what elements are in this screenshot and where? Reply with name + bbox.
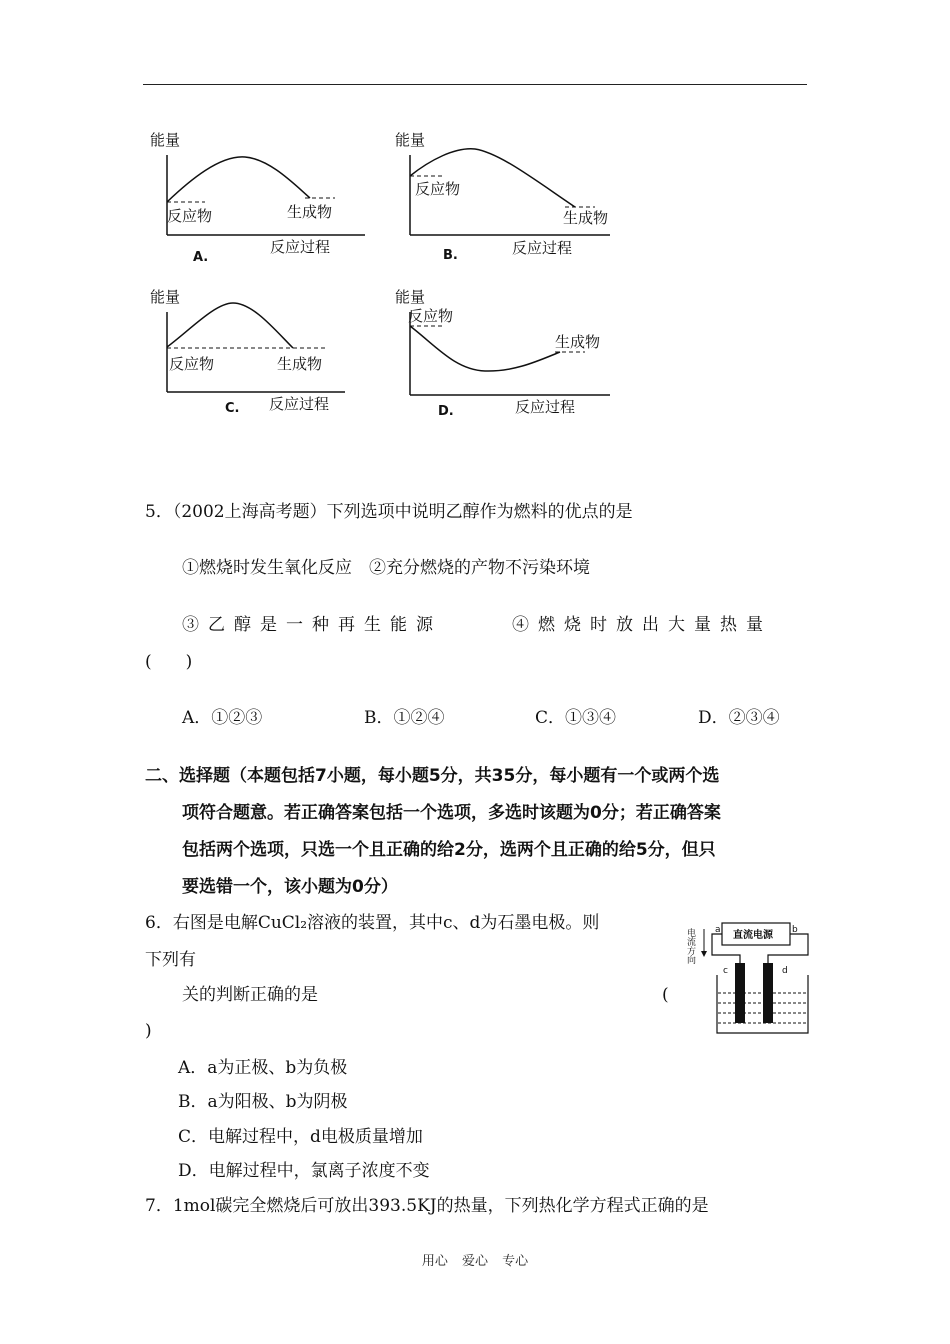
header-rule <box>143 84 807 85</box>
option-letter: D. <box>438 404 454 419</box>
graphite-electrode-c <box>735 963 745 1023</box>
x-axis-label: 反应过程 <box>270 238 331 256</box>
q6-option-a: A．a为正极、b为负极 <box>178 1058 348 1078</box>
product-label: 生成物 <box>277 355 323 373</box>
section-line: 包括两个选项，只选一个且正确的给2分，选两个且正确的给5分，但只 <box>182 840 716 860</box>
q6-option-b: B．a为阳极、b为阴极 <box>178 1092 348 1112</box>
q7-stem: 7．1mol碳完全燃烧后可放出393.5KJ的热量，下列热化学方程式正确的是 <box>145 1196 709 1216</box>
q6-line1: 6．右图是电解CuCl₂溶液的装置，其中c、d为石墨电极。则 <box>145 913 600 933</box>
x-axis-label: 反应过程 <box>515 398 576 416</box>
y-axis-label: 能量 <box>150 131 181 149</box>
section-line: 项符合题意。若正确答案包括一个选项，多选时该题为0分；若正确答案 <box>182 803 721 823</box>
energy-curve <box>410 326 560 371</box>
q6-line2: 下列有 <box>145 950 196 970</box>
terminal-b-label: b <box>792 925 798 935</box>
q5-line2b: ④燃烧时放出大量热量 <box>512 615 772 635</box>
beaker <box>717 975 808 1033</box>
reactant-label: 反应物 <box>408 307 454 325</box>
energy-curve <box>410 149 575 207</box>
current-direction-label: 电流方向 <box>685 928 695 964</box>
electrode-d-label: d <box>782 966 788 976</box>
q5-line2a: ③乙醇是一种再生能源 <box>182 615 442 635</box>
reactant-label: 反应物 <box>167 207 213 225</box>
x-axis-label: 反应过程 <box>512 239 573 257</box>
q5-option-d: D．②③④ <box>698 708 780 728</box>
option-letter: B. <box>443 248 458 263</box>
product-label: 生成物 <box>287 203 333 221</box>
q5-option-a: A．①②③ <box>182 708 263 728</box>
product-label: 生成物 <box>555 333 601 351</box>
y-axis-label: 能量 <box>395 288 426 306</box>
y-axis-label: 能量 <box>395 131 426 149</box>
energy-diagram-a <box>145 125 375 274</box>
q6-option-c: C．电解过程中，d电极质量增加 <box>178 1127 423 1147</box>
graphite-electrode-d <box>763 963 773 1023</box>
q5-line1: ①燃烧时发生氧化反应 ②充分燃烧的产物不污染环境 <box>182 558 590 578</box>
q5-stem: 5．（2002上海高考题）下列选项中说明乙醇作为燃料的优点的是 <box>145 502 633 522</box>
q6-option-d: D．电解过程中，氯离子浓度不变 <box>178 1161 430 1181</box>
power-label: 直流电源 <box>733 930 773 941</box>
energy-diagram-b <box>390 125 620 274</box>
energy-curve <box>167 157 310 202</box>
electrode-c-label: c <box>723 966 728 976</box>
footer-word: 爱心 <box>461 1254 488 1269</box>
energy-curve <box>167 303 293 348</box>
section-line: 要选错一个，该小题为0分） <box>182 877 398 897</box>
footer-word: 用心 <box>421 1254 448 1269</box>
option-letter: A. <box>193 250 209 265</box>
q5-option-c: C．①③④ <box>535 708 617 728</box>
product-label: 生成物 <box>563 209 609 227</box>
terminal-a-label: a <box>715 925 721 935</box>
section-line: 二、选择题（本题包括7小题，每小题5分，共35分，每小题有一个或两个选 <box>145 766 720 786</box>
section-2-instructions <box>145 758 810 906</box>
energy-diagram-c <box>145 280 375 429</box>
page-footer <box>0 1250 950 1269</box>
q5-answer-paren: ( ) <box>145 652 193 672</box>
energy-diagram-d <box>390 280 620 429</box>
footer-word: 专心 <box>502 1254 529 1269</box>
y-axis-label: 能量 <box>150 288 181 306</box>
q6-paren-open: ( <box>662 985 669 1005</box>
x-axis-label: 反应过程 <box>269 395 330 413</box>
electrolysis-apparatus <box>685 915 815 1044</box>
q6-line3: 关的判断正确的是 <box>182 985 318 1005</box>
option-letter: C. <box>225 401 240 416</box>
q5-option-b: B．①②④ <box>364 708 445 728</box>
q6-paren-close: ) <box>145 1021 152 1041</box>
reactant-label: 反应物 <box>415 180 461 198</box>
reactant-label: 反应物 <box>169 355 215 373</box>
